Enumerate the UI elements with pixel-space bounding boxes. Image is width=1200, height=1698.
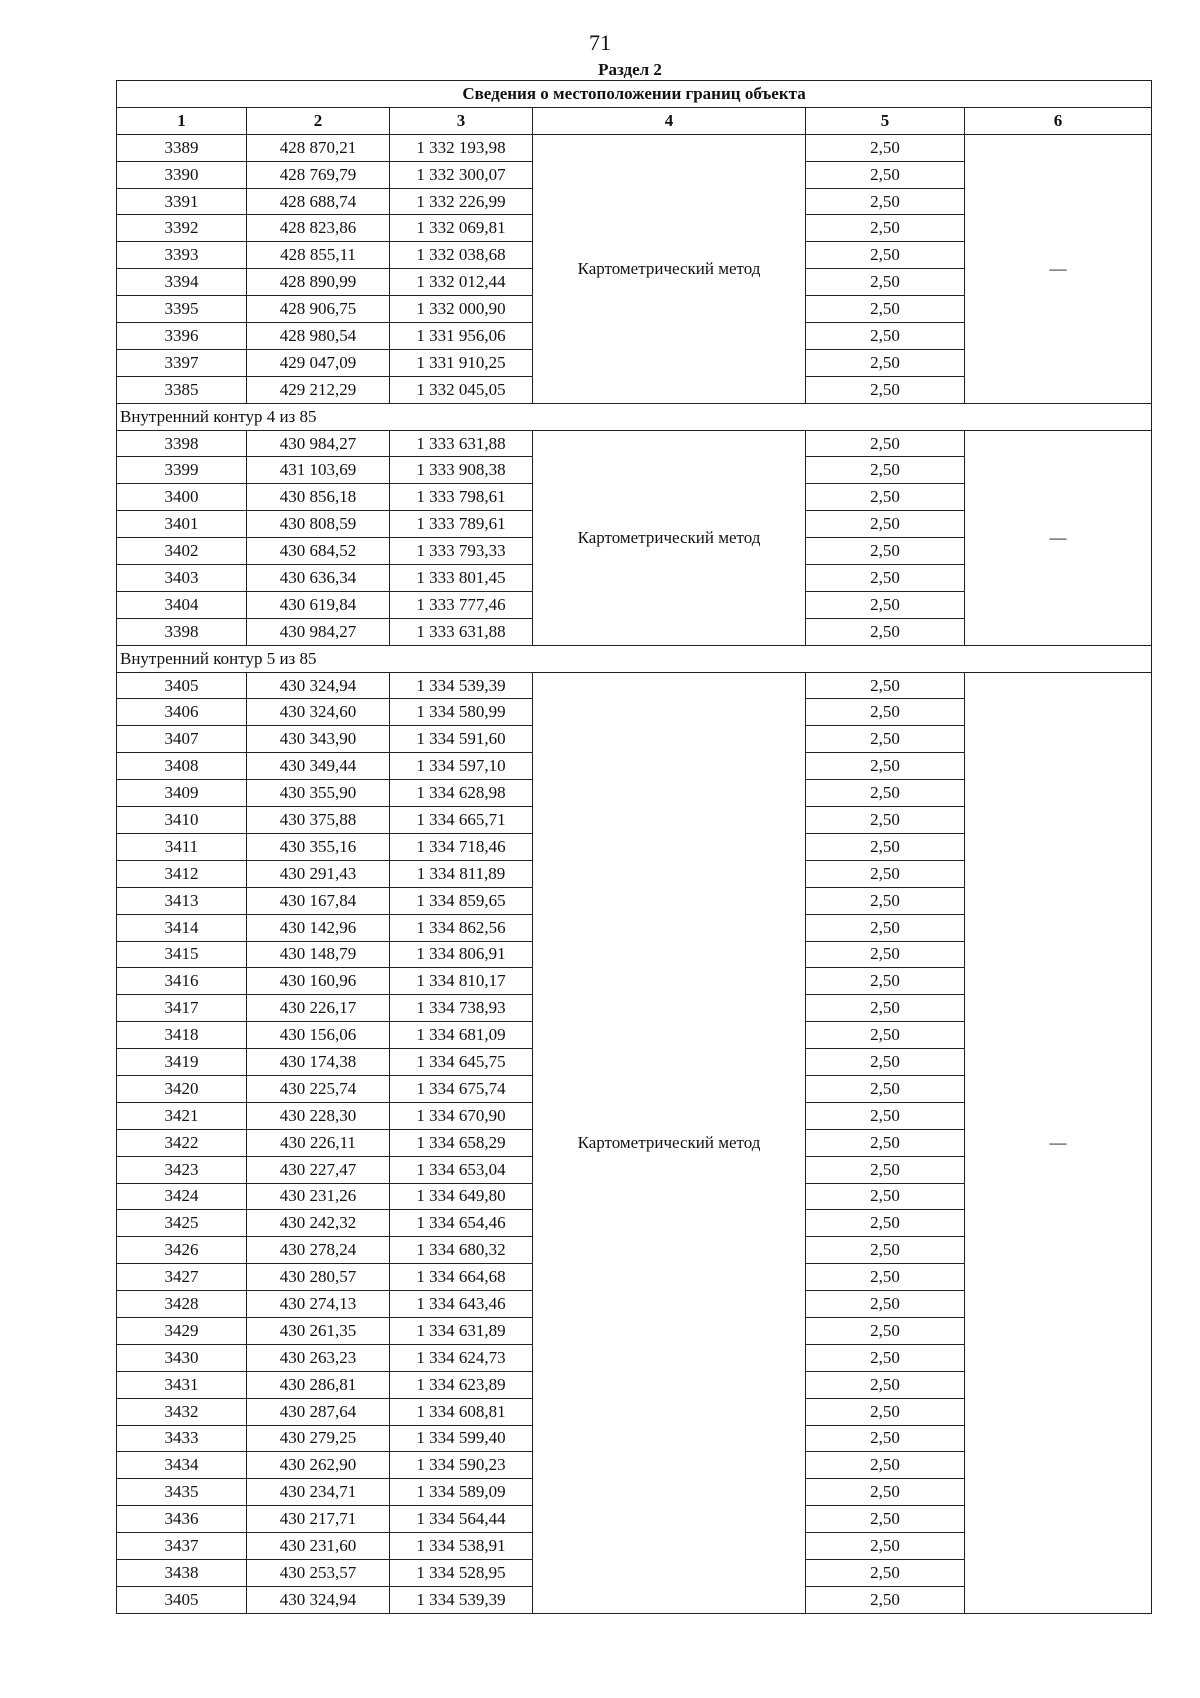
x-coordinate-cell: 430 324,94 — [247, 672, 390, 699]
method-cell: Картометрический метод — [533, 672, 806, 1613]
y-coordinate-cell: 1 334 591,60 — [390, 726, 533, 753]
accuracy-cell: 2,50 — [806, 887, 965, 914]
x-coordinate-cell: 430 375,88 — [247, 807, 390, 834]
point-number-cell: 3390 — [117, 161, 247, 188]
point-number-cell: 3421 — [117, 1102, 247, 1129]
y-coordinate-cell: 1 334 862,56 — [390, 914, 533, 941]
point-number-cell: 3419 — [117, 1049, 247, 1076]
point-number-cell: 3437 — [117, 1533, 247, 1560]
x-coordinate-cell: 430 278,24 — [247, 1237, 390, 1264]
y-coordinate-cell: 1 334 811,89 — [390, 860, 533, 887]
point-number-cell: 3432 — [117, 1398, 247, 1425]
y-coordinate-cell: 1 333 777,46 — [390, 591, 533, 618]
x-coordinate-cell: 429 047,09 — [247, 349, 390, 376]
point-number-cell: 3424 — [117, 1183, 247, 1210]
x-coordinate-cell: 430 355,90 — [247, 780, 390, 807]
accuracy-cell: 2,50 — [806, 1075, 965, 1102]
accuracy-cell: 2,50 — [806, 376, 965, 403]
point-number-cell: 3402 — [117, 538, 247, 565]
x-coordinate-cell: 430 231,26 — [247, 1183, 390, 1210]
x-coordinate-cell: 430 984,27 — [247, 618, 390, 645]
y-coordinate-cell: 1 332 038,68 — [390, 242, 533, 269]
accuracy-cell: 2,50 — [806, 1398, 965, 1425]
accuracy-cell: 2,50 — [806, 1291, 965, 1318]
y-coordinate-cell: 1 331 910,25 — [390, 349, 533, 376]
page-number: 71 — [589, 30, 611, 55]
point-number-cell: 3433 — [117, 1425, 247, 1452]
y-coordinate-cell: 1 334 675,74 — [390, 1075, 533, 1102]
y-coordinate-cell: 1 334 718,46 — [390, 833, 533, 860]
x-coordinate-cell: 430 324,60 — [247, 699, 390, 726]
x-coordinate-cell: 428 823,86 — [247, 215, 390, 242]
point-number-cell: 3431 — [117, 1371, 247, 1398]
x-coordinate-cell: 430 619,84 — [247, 591, 390, 618]
y-coordinate-cell: 1 334 643,46 — [390, 1291, 533, 1318]
x-coordinate-cell: 430 274,13 — [247, 1291, 390, 1318]
point-number-cell: 3400 — [117, 484, 247, 511]
table-row — [117, 134, 1152, 161]
y-coordinate-cell: 1 334 653,04 — [390, 1156, 533, 1183]
table-body — [117, 134, 1152, 1613]
y-coordinate-cell: 1 334 664,68 — [390, 1264, 533, 1291]
x-coordinate-cell: 430 253,57 — [247, 1559, 390, 1586]
accuracy-cell: 2,50 — [806, 269, 965, 296]
x-coordinate-cell: 428 855,11 — [247, 242, 390, 269]
accuracy-cell: 2,50 — [806, 349, 965, 376]
accuracy-cell: 2,50 — [806, 1479, 965, 1506]
accuracy-cell: 2,50 — [806, 968, 965, 995]
point-number-cell: 3398 — [117, 618, 247, 645]
x-coordinate-cell: 430 636,34 — [247, 565, 390, 592]
point-number-cell: 3434 — [117, 1452, 247, 1479]
point-number-cell: 3404 — [117, 591, 247, 618]
x-coordinate-cell: 430 856,18 — [247, 484, 390, 511]
y-coordinate-cell: 1 334 631,89 — [390, 1317, 533, 1344]
column-header-3: 3 — [390, 107, 533, 134]
accuracy-cell: 2,50 — [806, 215, 965, 242]
accuracy-cell: 2,50 — [806, 430, 965, 457]
point-number-cell: 3429 — [117, 1317, 247, 1344]
y-coordinate-cell: 1 334 658,29 — [390, 1129, 533, 1156]
point-number-cell: 3416 — [117, 968, 247, 995]
accuracy-cell: 2,50 — [806, 134, 965, 161]
point-number-cell: 3415 — [117, 941, 247, 968]
point-number-cell: 3405 — [117, 1586, 247, 1613]
point-number-cell: 3393 — [117, 242, 247, 269]
x-coordinate-cell: 428 906,75 — [247, 296, 390, 323]
accuracy-cell: 2,50 — [806, 1237, 965, 1264]
y-coordinate-cell: 1 334 806,91 — [390, 941, 533, 968]
x-coordinate-cell: 431 103,69 — [247, 457, 390, 484]
point-number-cell: 3399 — [117, 457, 247, 484]
accuracy-cell: 2,50 — [806, 1264, 965, 1291]
section-title: Раздел 2 — [598, 60, 662, 79]
x-coordinate-cell: 430 234,71 — [247, 1479, 390, 1506]
accuracy-cell: 2,50 — [806, 1344, 965, 1371]
y-coordinate-cell: 1 333 793,33 — [390, 538, 533, 565]
x-coordinate-cell: 430 142,96 — [247, 914, 390, 941]
accuracy-cell: 2,50 — [806, 807, 965, 834]
x-coordinate-cell: 428 769,79 — [247, 161, 390, 188]
y-coordinate-cell: 1 334 538,91 — [390, 1533, 533, 1560]
accuracy-cell: 2,50 — [806, 296, 965, 323]
point-number-cell: 3406 — [117, 699, 247, 726]
accuracy-cell: 2,50 — [806, 538, 965, 565]
point-number-cell: 3395 — [117, 296, 247, 323]
x-coordinate-cell: 430 684,52 — [247, 538, 390, 565]
accuracy-cell: 2,50 — [806, 941, 965, 968]
point-number-cell: 3396 — [117, 323, 247, 350]
column-header-4: 4 — [533, 107, 806, 134]
contour-header-row — [117, 403, 1152, 430]
y-coordinate-cell: 1 334 665,71 — [390, 807, 533, 834]
point-number-cell: 3430 — [117, 1344, 247, 1371]
method-cell: Картометрический метод — [533, 430, 806, 645]
x-coordinate-cell: 430 263,23 — [247, 1344, 390, 1371]
contour-label: Внутренний контур 4 из 85 — [117, 403, 1152, 430]
y-coordinate-cell: 1 334 564,44 — [390, 1506, 533, 1533]
y-coordinate-cell: 1 334 738,93 — [390, 995, 533, 1022]
accuracy-cell: 2,50 — [806, 457, 965, 484]
accuracy-cell: 2,50 — [806, 699, 965, 726]
column-header-row — [117, 107, 1152, 134]
method-cell: Картометрический метод — [533, 134, 806, 403]
accuracy-cell: 2,50 — [806, 1533, 965, 1560]
x-coordinate-cell: 430 242,32 — [247, 1210, 390, 1237]
accuracy-cell: 2,50 — [806, 672, 965, 699]
point-number-cell: 3435 — [117, 1479, 247, 1506]
y-coordinate-cell: 1 334 681,09 — [390, 1022, 533, 1049]
y-coordinate-cell: 1 334 859,65 — [390, 887, 533, 914]
x-coordinate-cell: 430 226,11 — [247, 1129, 390, 1156]
x-coordinate-cell: 430 261,35 — [247, 1317, 390, 1344]
y-coordinate-cell: 1 334 590,23 — [390, 1452, 533, 1479]
point-number-cell: 3428 — [117, 1291, 247, 1318]
x-coordinate-cell: 428 980,54 — [247, 323, 390, 350]
point-number-cell: 3405 — [117, 672, 247, 699]
y-coordinate-cell: 1 332 012,44 — [390, 269, 533, 296]
column-header-1: 1 — [117, 107, 247, 134]
accuracy-cell: 2,50 — [806, 1425, 965, 1452]
x-coordinate-cell: 430 231,60 — [247, 1533, 390, 1560]
accuracy-cell: 2,50 — [806, 995, 965, 1022]
accuracy-cell: 2,50 — [806, 780, 965, 807]
y-coordinate-cell: 1 333 801,45 — [390, 565, 533, 592]
y-coordinate-cell: 1 333 908,38 — [390, 457, 533, 484]
accuracy-cell: 2,50 — [806, 591, 965, 618]
x-coordinate-cell: 430 217,71 — [247, 1506, 390, 1533]
x-coordinate-cell: 430 280,57 — [247, 1264, 390, 1291]
point-number-cell: 3422 — [117, 1129, 247, 1156]
y-coordinate-cell: 1 334 599,40 — [390, 1425, 533, 1452]
x-coordinate-cell: 428 870,21 — [247, 134, 390, 161]
point-number-cell: 3413 — [117, 887, 247, 914]
point-number-cell: 3436 — [117, 1506, 247, 1533]
x-coordinate-cell: 430 808,59 — [247, 511, 390, 538]
x-coordinate-cell: 430 286,81 — [247, 1371, 390, 1398]
column-header-5: 5 — [806, 107, 965, 134]
accuracy-cell: 2,50 — [806, 161, 965, 188]
y-coordinate-cell: 1 334 623,89 — [390, 1371, 533, 1398]
note-cell: — — [965, 430, 1152, 645]
x-coordinate-cell: 430 226,17 — [247, 995, 390, 1022]
table-caption: Сведения о местоположении границ объекта — [117, 81, 1152, 108]
accuracy-cell: 2,50 — [806, 188, 965, 215]
accuracy-cell: 2,50 — [806, 1183, 965, 1210]
x-coordinate-cell: 430 291,43 — [247, 860, 390, 887]
y-coordinate-cell: 1 334 539,39 — [390, 1586, 533, 1613]
point-number-cell: 3427 — [117, 1264, 247, 1291]
y-coordinate-cell: 1 333 798,61 — [390, 484, 533, 511]
accuracy-cell: 2,50 — [806, 1102, 965, 1129]
point-number-cell: 3414 — [117, 914, 247, 941]
x-coordinate-cell: 430 262,90 — [247, 1452, 390, 1479]
point-number-cell: 3418 — [117, 1022, 247, 1049]
point-number-cell: 3403 — [117, 565, 247, 592]
accuracy-cell: 2,50 — [806, 860, 965, 887]
x-coordinate-cell: 430 228,30 — [247, 1102, 390, 1129]
x-coordinate-cell: 429 212,29 — [247, 376, 390, 403]
x-coordinate-cell: 430 156,06 — [247, 1022, 390, 1049]
point-number-cell: 3425 — [117, 1210, 247, 1237]
x-coordinate-cell: 430 324,94 — [247, 1586, 390, 1613]
x-coordinate-cell: 430 279,25 — [247, 1425, 390, 1452]
boundary-coordinates-table — [116, 80, 1152, 1614]
y-coordinate-cell: 1 334 589,09 — [390, 1479, 533, 1506]
contour-label: Внутренний контур 5 из 85 — [117, 645, 1152, 672]
accuracy-cell: 2,50 — [806, 1506, 965, 1533]
y-coordinate-cell: 1 334 528,95 — [390, 1559, 533, 1586]
y-coordinate-cell: 1 332 226,99 — [390, 188, 533, 215]
y-coordinate-cell: 1 331 956,06 — [390, 323, 533, 350]
accuracy-cell: 2,50 — [806, 726, 965, 753]
x-coordinate-cell: 430 984,27 — [247, 430, 390, 457]
point-number-cell: 3385 — [117, 376, 247, 403]
y-coordinate-cell: 1 332 000,90 — [390, 296, 533, 323]
y-coordinate-cell: 1 334 645,75 — [390, 1049, 533, 1076]
y-coordinate-cell: 1 332 300,07 — [390, 161, 533, 188]
accuracy-cell: 2,50 — [806, 1559, 965, 1586]
y-coordinate-cell: 1 333 631,88 — [390, 430, 533, 457]
y-coordinate-cell: 1 334 649,80 — [390, 1183, 533, 1210]
x-coordinate-cell: 430 355,16 — [247, 833, 390, 860]
note-cell: — — [965, 672, 1152, 1613]
point-number-cell: 3417 — [117, 995, 247, 1022]
accuracy-cell: 2,50 — [806, 914, 965, 941]
accuracy-cell: 2,50 — [806, 1317, 965, 1344]
x-coordinate-cell: 430 227,47 — [247, 1156, 390, 1183]
x-coordinate-cell: 430 287,64 — [247, 1398, 390, 1425]
column-header-2: 2 — [247, 107, 390, 134]
point-number-cell: 3407 — [117, 726, 247, 753]
point-number-cell: 3389 — [117, 134, 247, 161]
point-number-cell: 3391 — [117, 188, 247, 215]
x-coordinate-cell: 428 890,99 — [247, 269, 390, 296]
accuracy-cell: 2,50 — [806, 1371, 965, 1398]
x-coordinate-cell: 430 148,79 — [247, 941, 390, 968]
accuracy-cell: 2,50 — [806, 1156, 965, 1183]
table-row — [117, 672, 1152, 699]
accuracy-cell: 2,50 — [806, 618, 965, 645]
y-coordinate-cell: 1 334 628,98 — [390, 780, 533, 807]
point-number-cell: 3401 — [117, 511, 247, 538]
y-coordinate-cell: 1 334 539,39 — [390, 672, 533, 699]
y-coordinate-cell: 1 334 670,90 — [390, 1102, 533, 1129]
y-coordinate-cell: 1 333 631,88 — [390, 618, 533, 645]
point-number-cell: 3408 — [117, 753, 247, 780]
accuracy-cell: 2,50 — [806, 1129, 965, 1156]
x-coordinate-cell: 430 160,96 — [247, 968, 390, 995]
accuracy-cell: 2,50 — [806, 323, 965, 350]
table-row — [117, 430, 1152, 457]
y-coordinate-cell: 1 332 045,05 — [390, 376, 533, 403]
contour-header-row — [117, 645, 1152, 672]
y-coordinate-cell: 1 332 069,81 — [390, 215, 533, 242]
y-coordinate-cell: 1 334 680,32 — [390, 1237, 533, 1264]
x-coordinate-cell: 430 343,90 — [247, 726, 390, 753]
accuracy-cell: 2,50 — [806, 833, 965, 860]
point-number-cell: 3398 — [117, 430, 247, 457]
accuracy-cell: 2,50 — [806, 484, 965, 511]
accuracy-cell: 2,50 — [806, 565, 965, 592]
y-coordinate-cell: 1 334 810,17 — [390, 968, 533, 995]
y-coordinate-cell: 1 334 624,73 — [390, 1344, 533, 1371]
y-coordinate-cell: 1 334 580,99 — [390, 699, 533, 726]
point-number-cell: 3392 — [117, 215, 247, 242]
table-caption-row — [117, 81, 1152, 108]
accuracy-cell: 2,50 — [806, 1586, 965, 1613]
y-coordinate-cell: 1 332 193,98 — [390, 134, 533, 161]
accuracy-cell: 2,50 — [806, 1452, 965, 1479]
point-number-cell: 3426 — [117, 1237, 247, 1264]
point-number-cell: 3394 — [117, 269, 247, 296]
y-coordinate-cell: 1 334 608,81 — [390, 1398, 533, 1425]
y-coordinate-cell: 1 334 654,46 — [390, 1210, 533, 1237]
point-number-cell: 3420 — [117, 1075, 247, 1102]
x-coordinate-cell: 428 688,74 — [247, 188, 390, 215]
column-header-6: 6 — [965, 107, 1152, 134]
accuracy-cell: 2,50 — [806, 242, 965, 269]
note-cell: — — [965, 134, 1152, 403]
y-coordinate-cell: 1 334 597,10 — [390, 753, 533, 780]
accuracy-cell: 2,50 — [806, 1022, 965, 1049]
point-number-cell: 3412 — [117, 860, 247, 887]
point-number-cell: 3411 — [117, 833, 247, 860]
point-number-cell: 3397 — [117, 349, 247, 376]
x-coordinate-cell: 430 174,38 — [247, 1049, 390, 1076]
x-coordinate-cell: 430 225,74 — [247, 1075, 390, 1102]
accuracy-cell: 2,50 — [806, 753, 965, 780]
point-number-cell: 3438 — [117, 1559, 247, 1586]
accuracy-cell: 2,50 — [806, 511, 965, 538]
y-coordinate-cell: 1 333 789,61 — [390, 511, 533, 538]
x-coordinate-cell: 430 349,44 — [247, 753, 390, 780]
point-number-cell: 3423 — [117, 1156, 247, 1183]
accuracy-cell: 2,50 — [806, 1049, 965, 1076]
x-coordinate-cell: 430 167,84 — [247, 887, 390, 914]
point-number-cell: 3410 — [117, 807, 247, 834]
point-number-cell: 3409 — [117, 780, 247, 807]
accuracy-cell: 2,50 — [806, 1210, 965, 1237]
